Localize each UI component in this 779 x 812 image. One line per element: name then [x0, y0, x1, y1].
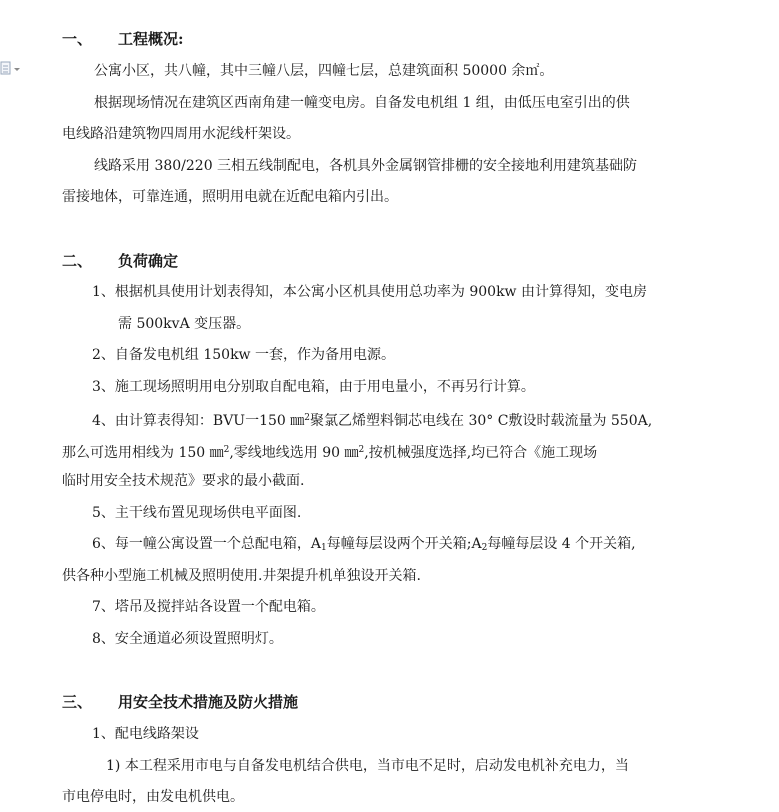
- list-item: [92, 534, 636, 558]
- section-title: 负荷确定: [118, 252, 179, 270]
- superscript: 2: [304, 413, 311, 423]
- list-item: [62, 440, 597, 463]
- section-number: 一、: [62, 30, 93, 48]
- document-icon[interactable]: [0, 61, 22, 77]
- subsection-title: 1、配电线路架设: [92, 726, 199, 742]
- superscript: 2: [223, 445, 230, 455]
- section-title: 用安全技术措施及防火措施: [118, 693, 299, 711]
- subscript: 1: [321, 543, 327, 553]
- paragraph: 根据现场情况在建筑区西南角建一幢变电房。自备发电机组 1 组，由低压电室引出的供: [94, 95, 630, 111]
- section-heading: [62, 251, 178, 271]
- list-item: 1、根据机具使用计划表得知，本公寓小区机具使用总功率为 900kw 由计算得知，变电房: [92, 284, 647, 300]
- text-run: 4、由计算表得知：BVU一150 ㎜: [92, 413, 305, 429]
- list-item: [92, 408, 652, 431]
- paragraph: 市电停电时，由发电机供电。: [62, 789, 244, 805]
- paragraph: 公寓小区，共八幢，其中三幢八层，四幢七层，总建筑面积 50000 余㎡。: [94, 63, 554, 79]
- list-item: 供各种小型施工机械及照明使用.井架提升机单独设开关箱.: [62, 568, 421, 584]
- text-run: 每幢每层设两个开关箱;A: [326, 536, 482, 552]
- paragraph: 电线路沿建筑物四周用水泥线杆架设。: [62, 126, 300, 142]
- section-heading: [62, 29, 184, 49]
- superscript: 2: [358, 445, 365, 455]
- list-item: 需 500kvA 变压器。: [118, 316, 251, 332]
- list-item: 3、施工现场照明用电分别取自配电箱，由于用电量小，不再另行计算。: [92, 379, 535, 395]
- list-item: 5、主干线布置见现场供电平面图.: [92, 505, 302, 521]
- subscript: 2: [481, 543, 488, 553]
- list-item: 临时用安全技术规范》要求的最小截面.: [62, 473, 305, 489]
- section-title: 工程概况:: [118, 30, 184, 48]
- paragraph: 线路采用 380/220 三相五线制配电，各机具外金属钢管排栅的安全接地利用建筑基础防: [94, 158, 638, 174]
- text-run: ,零线地线选用 90 ㎜: [229, 445, 359, 461]
- text-run: 那么可选用相线为 150 ㎜: [62, 445, 224, 461]
- list-item: 8、安全通道必须设置照明灯。: [92, 631, 283, 647]
- paragraph: 1) 本工程采用市电与自备发电机结合供电，当市电不足时，启动发电机补充电力，当: [106, 758, 629, 774]
- text-run: 聚氯乙烯塑料铜芯电线在 30° C敷设时载流量为 550A,: [310, 413, 653, 429]
- text-run: ,按机械强度选择,均已符合《施工现场: [364, 445, 598, 461]
- section-number: 三、: [62, 693, 93, 711]
- text-run: 每幢每层设 4 个开关箱,: [487, 536, 636, 552]
- text-run: 6、每一幢公寓设置一个总配电箱，A: [92, 536, 322, 552]
- paragraph: 雷接地体，可靠连通，照明用电就在近配电箱内引出。: [62, 189, 398, 205]
- section-heading: [62, 692, 298, 712]
- section-number: 二、: [62, 252, 93, 270]
- list-item: 2、自备发电机组 150kw 一套，作为备用电源。: [92, 347, 395, 363]
- list-item: 7、塔吊及搅拌站各设置一个配电箱。: [92, 599, 325, 615]
